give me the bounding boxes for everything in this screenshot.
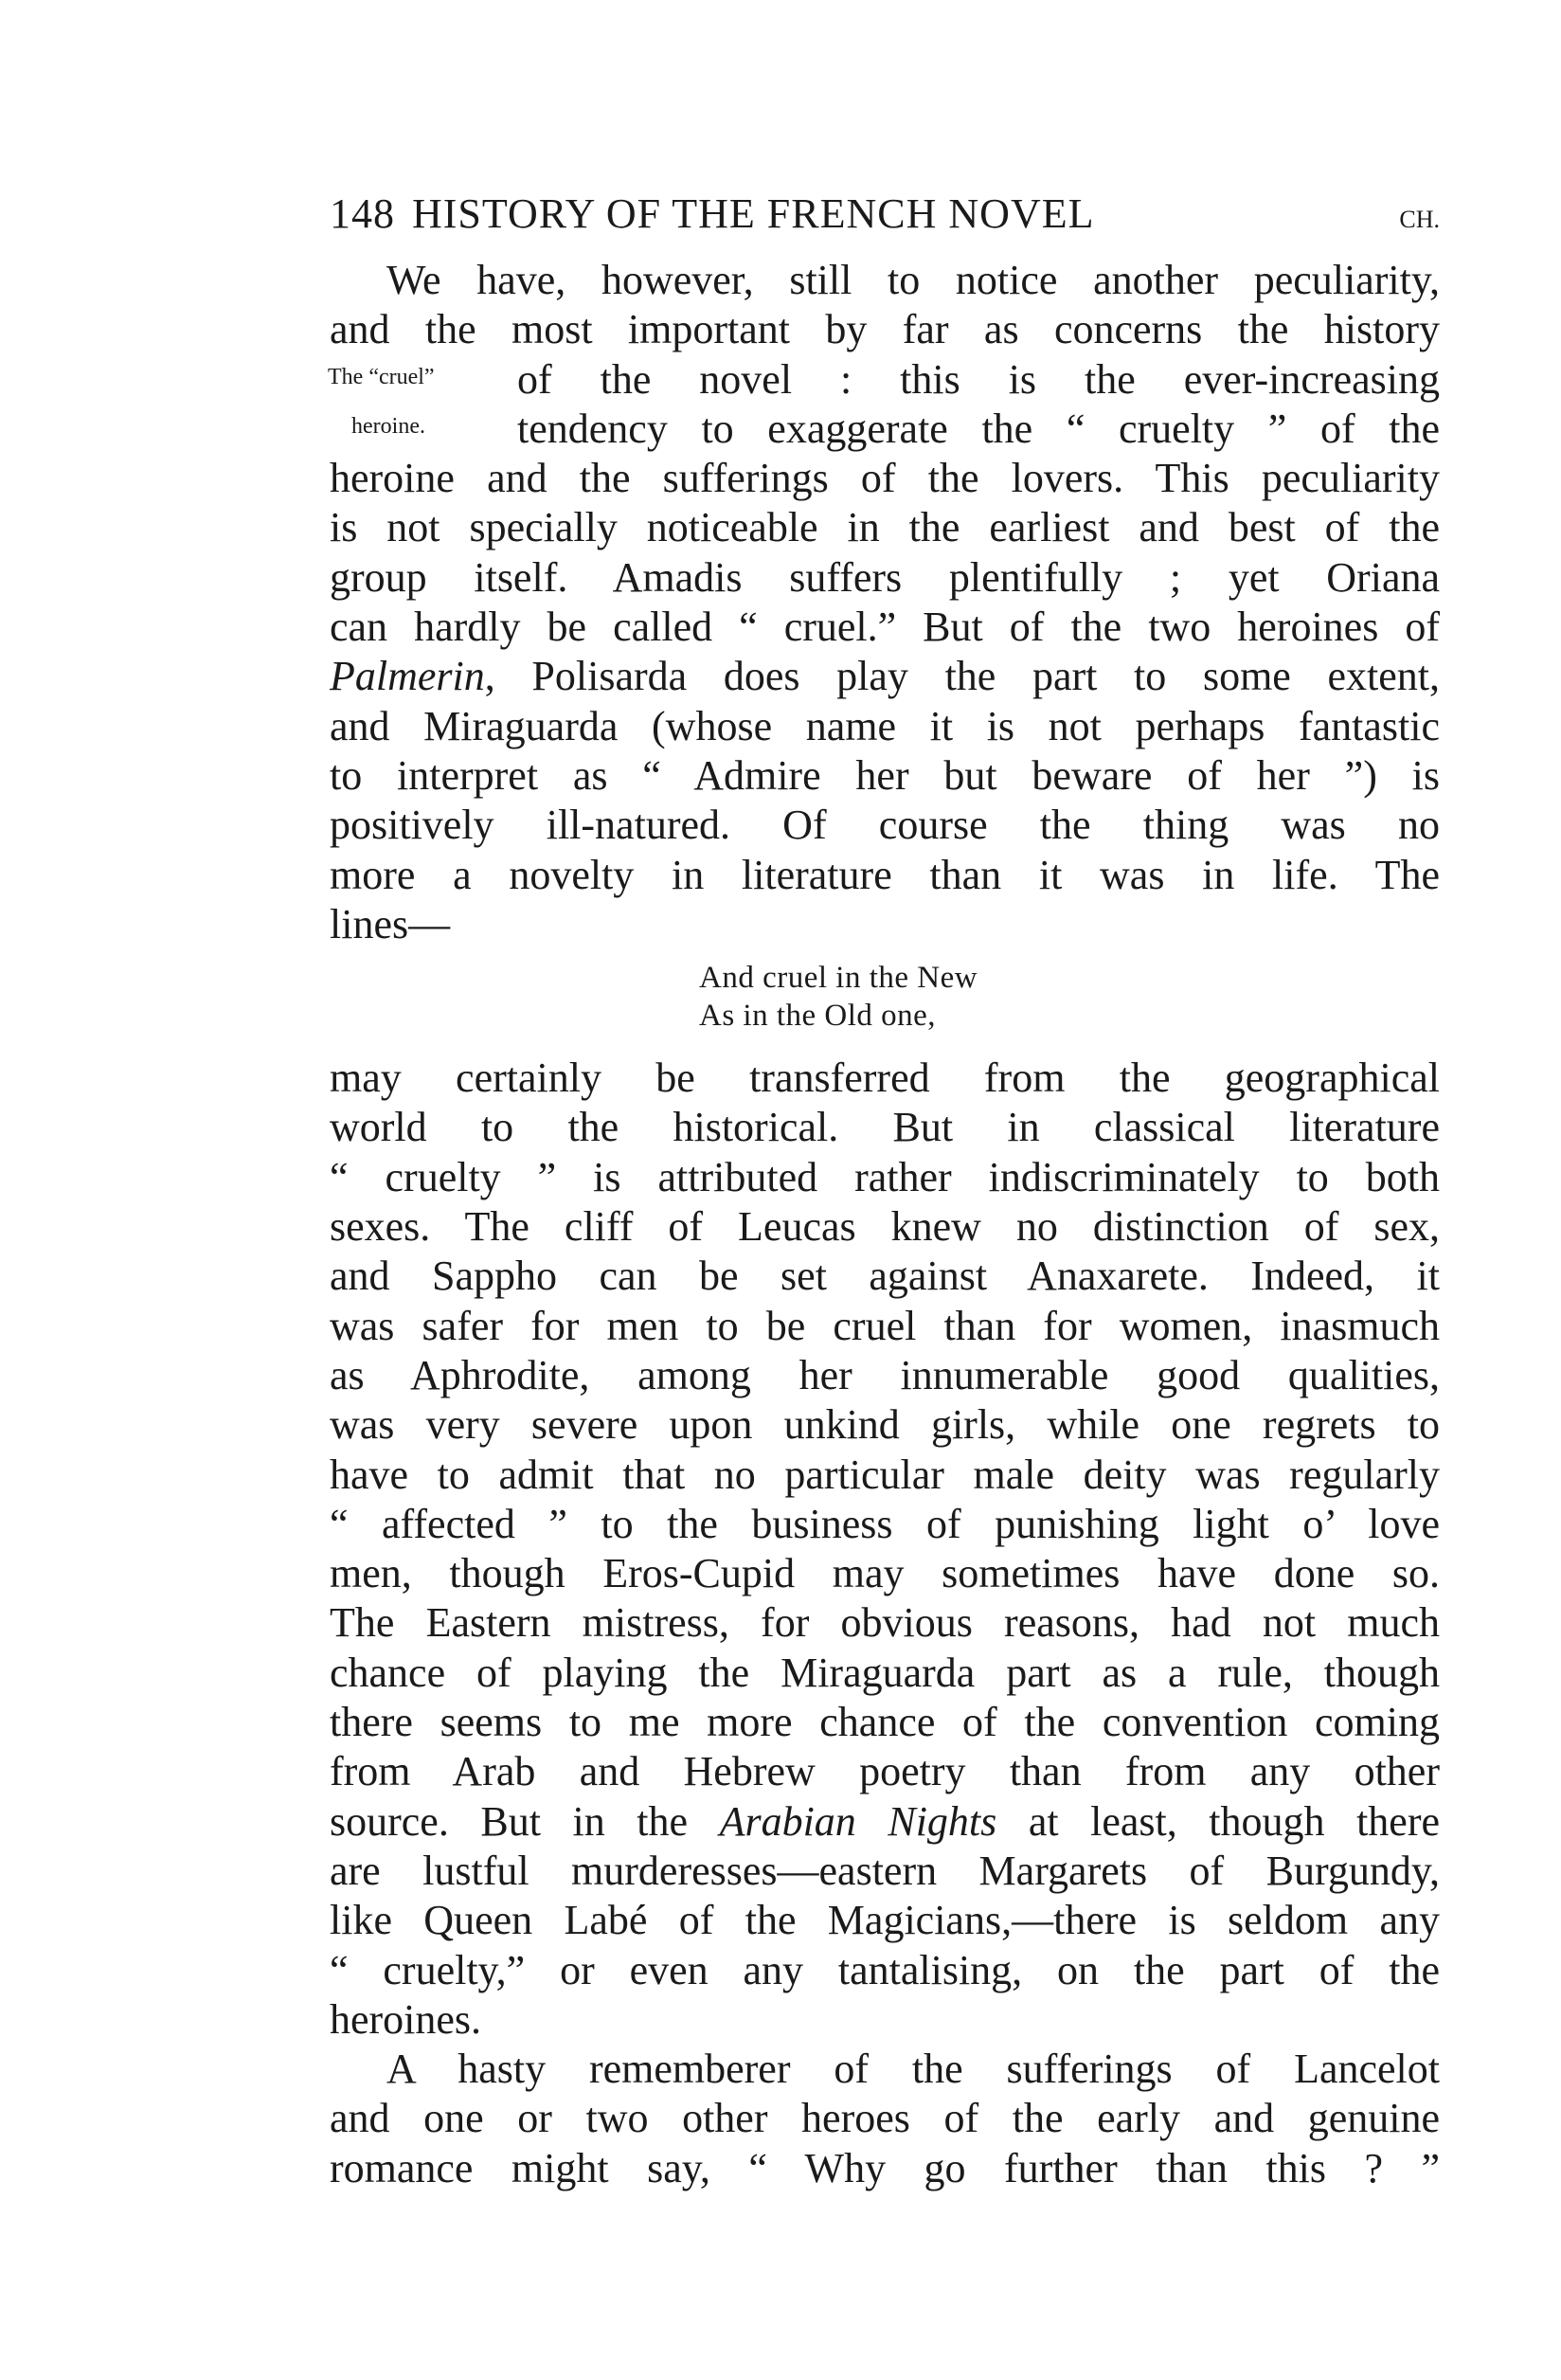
text-line: like Queen Labé of the Magicians,—there is seldom any [330,1897,1440,1944]
page-number: 148 [330,190,395,237]
text-line: and the most important by far as concerns the history [330,306,1440,353]
text-line: of the novel : this is the ever-increasing [517,355,1440,403]
running-head [330,189,1440,246]
text-line: from Arab and Hebrew poetry than from any other [330,1748,1440,1795]
text-line: A hasty rememberer of the sufferings of Lancelot [386,2046,1440,2093]
book-title: HISTORY OF THE FRENCH NOVEL [412,190,1095,237]
text-line: and Miraguarda (whose name it is not perhaps fantastic [330,702,1440,749]
text-line [330,1797,1440,1847]
text-line: is not specially noticeable in the earliest and best of the [330,504,1440,551]
text-line: “ cruelty ” is attributed rather indiscriminately to both [330,1153,1440,1200]
italic-title: Palmerin [330,653,485,700]
margin-note-line: heroine. [351,413,425,439]
text-line: “ affected ” to the business of punishing light o’ love [330,1500,1440,1547]
text-line: lines— [330,900,451,947]
text-line: “ cruelty,” or even any tantalising, on the part of the [330,1946,1440,1993]
text-line: The Eastern mistress, for obvious reasons, had not much [330,1599,1440,1647]
text-line: tendency to exaggerate the “ cruelty ” of the [517,405,1440,452]
verse-quotation [699,959,1440,1035]
text-line: was safer for men to be cruel than for women, inasmuch [330,1302,1440,1349]
text-line: was very severe upon unkind girls, while one regrets to [330,1401,1440,1449]
text-fragment: at least, though there [996,1797,1441,1845]
text-line: chance of playing the Miraguarda part as a rule, though [330,1649,1440,1696]
body-text [330,256,1440,2193]
margin-note-line: The “cruel” [328,364,435,389]
text-line: sexes. The cliff of Leucas knew no distinction of sex, [330,1203,1440,1251]
verse-line: And cruel in the New [699,961,978,996]
text-line [330,652,1440,701]
chapter-abbreviation: CH. [1399,206,1440,233]
text-line: positively ill-natured. Of course the thing was no [330,802,1440,849]
text-fragment: , Polisarda does play the part to some extent, [484,653,1440,700]
text-line: there seems to me more chance of the convention coming [330,1699,1440,1746]
text-line: world to the historical. But in classical literature [330,1104,1440,1151]
text-line: are lustful murderesses—eastern Margarets of Burgundy, [330,1847,1440,1894]
book-page [330,189,1440,2193]
margin-note-block [330,355,1440,455]
text-line: to interpret as “ Admire her but beware of her ”) is [330,751,1440,799]
text-line: men, though Eros-Cupid may sometimes have done so. [330,1550,1440,1597]
text-line: romance might say, “ Why go further than this ? ” [330,2144,1440,2191]
text-line: can hardly be called “ cruel.” But of the two heroines of [330,604,1440,651]
text-line: heroine and the sufferings of the lovers. This peculiarity [330,455,1440,502]
verse-line: As in the Old one, [699,999,937,1034]
text-line: have to admit that no particular male deity was regularly [330,1451,1440,1498]
text-line: and one or two other heroes of the early and genuine [330,2095,1440,2142]
text-line: and Sappho can be set against Anaxarete. Indeed, it [330,1253,1440,1300]
text-fragment: source. But in the [330,1797,720,1845]
italic-title: Arabian Nights [719,1797,997,1845]
text-line: as Aphrodite, among her innumerable good qualities, [330,1351,1440,1398]
text-line: heroines. [330,1995,482,2043]
text-line: We have, however, still to notice another peculiarity, [386,257,1440,303]
text-line: may certainly be transferred from the geographical [330,1055,1440,1102]
text-line: group itself. Amadis suffers plentifully ; yet Oriana [330,553,1440,601]
text-line: more a novelty in literature than it was in life. The [330,851,1440,898]
